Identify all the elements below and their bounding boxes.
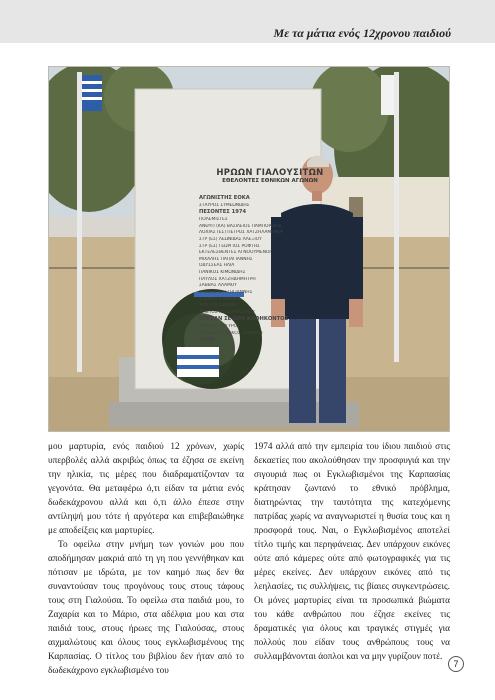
- monument-name: ΜΙΧΑΛΗΣ ΠΑΠΑΓΙΑΝΝΗΣ: [199, 256, 253, 262]
- monument-title: ΗΡΩΩΝ ΓΙΑΛΟΥΣΙΤΩΝ: [216, 168, 324, 178]
- monument-fragment: ΑΓΝΟ: [199, 337, 216, 344]
- monument-header: [185, 168, 355, 185]
- monument-name: ΣΤΑΥΡΟΣ ΣΥΜΕΩΝΙΔΗΣ: [199, 202, 250, 208]
- monument-heading: ΑΓΩΝΙΣΤΗΣ ΕΟΚΑ: [199, 195, 250, 201]
- monument-inscription: [199, 195, 339, 345]
- memorial-photo: [48, 66, 450, 432]
- monument-name: ΣΑΒΒΑΣ ΧΑΤΖΗΓΙΑΝΝΗΣ: [199, 289, 253, 295]
- monument-name: ΠΑΝΙΚΟΣ ΚΙΜΩΝΙΔΗΣ: [199, 270, 246, 276]
- monument-heading: ΕΠΕΣΑΝ ΣΕ ΩΡΑ ΚΑΘΗΚΟΝΤΟΣ: [199, 316, 289, 323]
- monument-name: ΠΟΛΕΜΙΣΤΕΣ: [199, 217, 228, 223]
- monument-subtitle: ΕΘΕΛΟΝΤΕΣ ΕΘΝΙΚΩΝ ΑΓΩΝΩΝ: [222, 178, 318, 185]
- left-column: [48, 440, 244, 678]
- monument-name: ΑΝΘΥΠ (ΚΑ) ΒΑΣΙΛΕΙΟΣ ΠΑΜΠΟΡΙΔΗΣ: [199, 223, 282, 229]
- monument-name: ΣΑΒΒΑΣ ΑΛΑΜΟΥ: [199, 283, 237, 289]
- monument-name: ΟΔΥΣΣΕΑΣ ΗΛΙΑ: [199, 263, 235, 269]
- page-number: 7: [448, 656, 464, 672]
- monument-name: ΣΤΡ (ΕΣ) ΛΕΩΝΙΔΑΣ ΑΛΕΞΙΟΥ: [199, 237, 262, 243]
- monument-name: ΕΚΤΕΛΕΣΘΕΝΤΕΣ ΑΓΝΟΟΥΜΕΝΟΙ: [199, 250, 271, 256]
- monument-heading: ΠΕΣΟΝΤΕΣ 1974: [199, 209, 247, 216]
- paragraph: Το οφείλω στην μνήμη των γονιών μου που αποδήμησαν μακριά από τη γη που γεννήθηκαν και πότισαν με ιδρώτα, με τον καημό πως δεν θα συναντούσαν τους προγόνους τους στους τάφους τους στη Γιαλούσα. Το οφείλω στα παιδιά μου, το Ζαχαρία και το Μάριο, στα αδέλφια μου και στα παιδιά τους, στους ήρωες της Γιαλούσας, στους αιχμαλώτους και όλους τους εγκλωβισμένους της Καρπασίας. Ο τίτλος του βιβλίου δεν ήταν από το δωδεκάχρονο εγκλωβισμένο του: [48, 540, 244, 676]
- monument-name: ΣΤΡ (ΕΣ) ΚΥΡΙΑΚΟΣ ΣΑΧΑΡΚΗ: [199, 330, 263, 336]
- monument-name: ΛΟΧΙΑΣ (ΕΣ) ΠΕΤΡΟΣ ΧΑΤΖΗΛΑΜΠΡΟΥ: [199, 230, 284, 236]
- monument-name: ΧΡΙΣΤΟΣ ΚΑΤΖΙΝΙΚΟΛΑΟΥ: [199, 309, 255, 315]
- monument-name: ΣΤΕΛΙΟΣ ΣΑΒΒΙΔΗΣ: [199, 296, 242, 302]
- monument-name: ΠΑΥΛΟΣ ΧΑΤΖΗΔΗΜΗΤΡΗ: [199, 276, 256, 282]
- monument-name: ΑΙΘΗΝ ΕΙ ΑΡΓΥΡΟΥ: [199, 324, 240, 330]
- monument-name: ΧΡΙΣΤΟΣ ΙΩΑΝΝΟΥ: [199, 303, 240, 309]
- right-column: [254, 440, 450, 664]
- monument-name: ΣΤΡ (ΕΣ) ΓΕΩΡΓΙΟΣ ΡΟΦΤΗΣ: [199, 243, 260, 249]
- running-title: Με τα μάτια ενός 12χρονου παιδιού: [273, 26, 451, 40]
- paragraph: μου μαρτυρία, ενός παιδιού 12 χρόνων, χωρίς υπερβολές αλλά ακριβώς όπως τα έζησα σε εκείνη την ηλικία, τις μέρες που διαδραματίζονταν τα γεγονότα. Θα μεταφέρω ό,τι είδαν τα μάτια ενός δωδεκάχρονου αλλά και ό,τι άλλο έπεσε στην αντίληψή μου τότε ή αργότερα και επιβεβαιώθηκε με αποδείξεις και μαρτυρίες.: [48, 442, 244, 536]
- paragraph: 1974 αλλά από την εμπειρία του ίδιου παιδιού στις δεκαετίες που ακολούθησαν την προσφυγιά και την σιγουριά πως οι Εγκλωβισμένοι της Καρπασίας κράτησαν ζωντανό το εθνικό πρόβλημα, διατηρώντας την ταυτότητα της κατεχόμενης πατρίδας χωρίς να αναγνωριστεί η θυσία τους και η προσφορά τους. Ναι, ο Εγκλωβισμένος αποτελεί τίτλο τιμής και περηφάνειας. Δεν υπάρχουν εικόνες ούτε από κάμερες ούτε από φωτογραφικές για τις μέρες εκείνες. Δεν υπάρχουν εικόνες από τις λεηλασίες, τις συλλήψεις, τις βίαιες συγκεντρώσεις. Οι μόνες μαρτυρίες είναι τα προσωπικά βιώματα του κάθε ανθρώπου που έζησε εκείνες τις δραματικές για όλους και τραγικές στιγμές για πολλούς που είδαν τους ανθρώπους τους να συλλαμβάνονται άοπλοι και να μην γυρίζουν ποτέ.: [254, 442, 450, 662]
